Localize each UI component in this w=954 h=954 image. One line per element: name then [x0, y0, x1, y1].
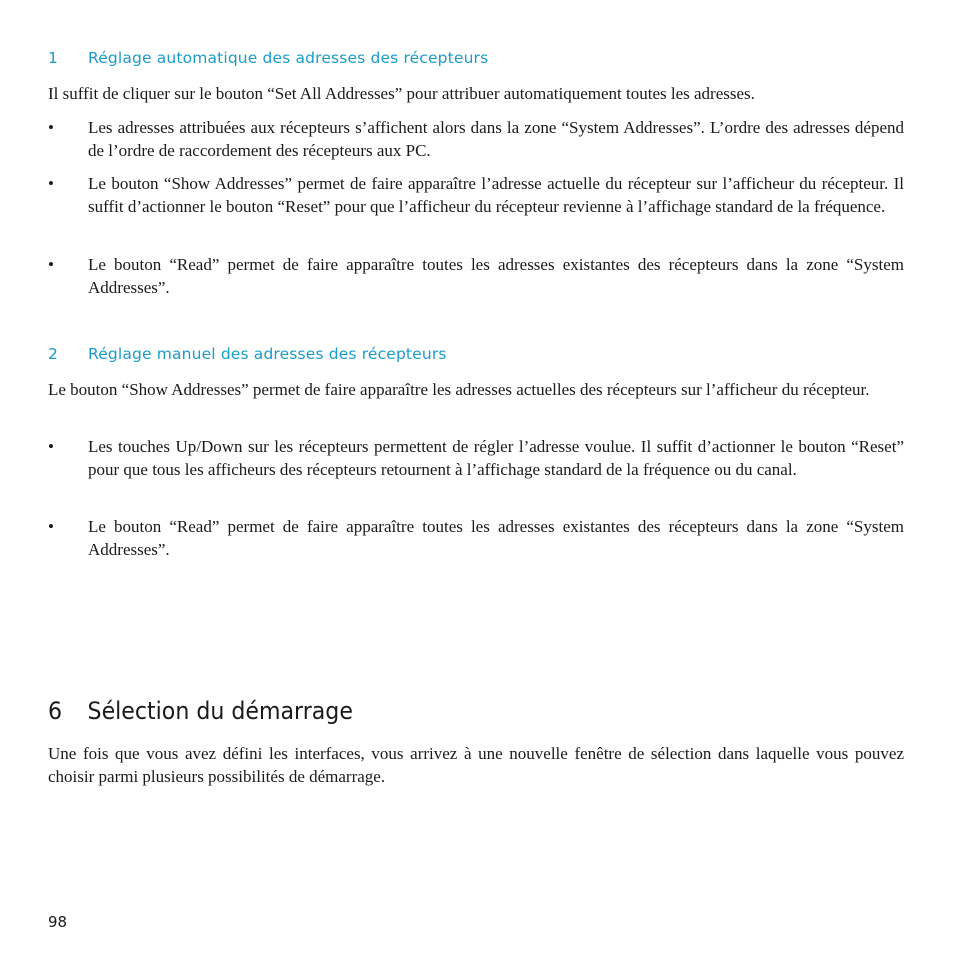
chapter-title: Sélection du démarrage — [87, 697, 353, 725]
section-1-bullet — [48, 116, 904, 162]
section-1-intro: Il suffit de cliquer sur le bouton “Set All Addresses” pour attribuer automatiquement toutes les adresses. — [48, 84, 755, 103]
chapter-body: Une fois que vous avez défini les interfaces, vous arrivez à une nouvelle fenêtre de sélection dans laquelle vous pouvez choisir parmi plusieurs possibilités de démarrage. — [48, 744, 904, 786]
section-1-bullet — [48, 253, 904, 299]
section-2-intro: Le bouton “Show Addresses” permet de faire apparaître les adresses actuelles des récepteurs sur l’afficheur du récepteur. — [48, 380, 870, 399]
bullet-icon: • — [48, 255, 54, 274]
section-2-bullet — [48, 515, 904, 561]
chapter-heading — [48, 697, 353, 725]
section-2-heading — [48, 345, 447, 363]
bullet-icon: • — [48, 118, 54, 137]
bullet-icon: • — [48, 174, 54, 193]
bullet-icon: • — [48, 437, 54, 456]
section-2-number: 2 — [48, 345, 59, 363]
section-2-title: Réglage manuel des adresses des récepteurs — [88, 345, 447, 363]
bullet-text: Le bouton “Show Addresses” permet de faire apparaître l’adresse actuelle du récepteur sur l’afficheur du récepteur. Il suffit d’actionner le bouton “Reset” pour que l’afficheur du récepteur revienne à l’affichage standard de la fréquence. — [88, 174, 904, 216]
document-page — [48, 0, 904, 954]
bullet-text: Le bouton “Read” permet de faire apparaître toutes les adresses existantes des récepteurs dans la zone “System Addresses”. — [88, 255, 904, 297]
page-number: 98 — [48, 913, 68, 931]
bullet-text: Les touches Up/Down sur les récepteurs permettent de régler l’adresse voulue. Il suffit d’actionner le bouton “Reset” pour que tous les afficheurs des récepteurs retournent à l’affichage standard de la fréquence ou du canal. — [88, 437, 904, 479]
section-1-bullet — [48, 172, 904, 218]
bullet-icon: • — [48, 517, 54, 536]
section-1-heading — [48, 49, 488, 67]
section-1-title: Réglage automatique des adresses des récepteurs — [88, 49, 489, 67]
chapter-number: 6 — [48, 697, 63, 725]
section-2-bullet — [48, 435, 904, 481]
bullet-text: Les adresses attribuées aux récepteurs s’affichent alors dans la zone “System Addresses”. L’ordre des adresses dépend de l’ordre de raccordement des récepteurs aux PC. — [88, 118, 904, 160]
section-1-number: 1 — [48, 49, 59, 67]
bullet-text: Le bouton “Read” permet de faire apparaître toutes les adresses existantes des récepteurs dans la zone “System Addresses”. — [88, 517, 904, 559]
